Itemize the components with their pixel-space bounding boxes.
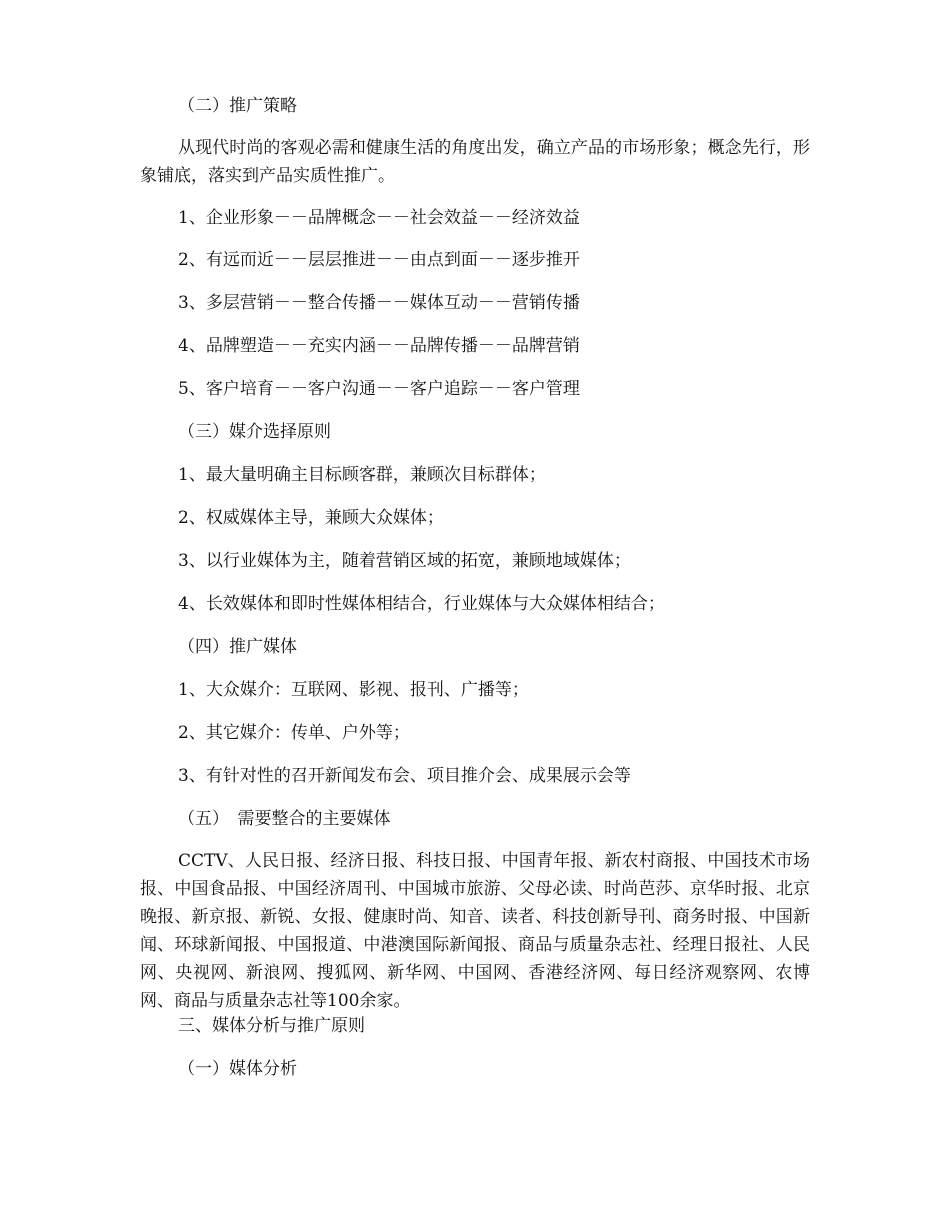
strategy-item: 2、有远而近－－层层推进－－由点到面－－逐步推开: [178, 250, 580, 270]
media-principle-item: 4、长效媒体和即时性媒体相结合，行业媒体与大众媒体相结合；: [178, 594, 665, 614]
section-heading-media-selection: （三）媒介选择原则: [178, 422, 331, 442]
promotion-media-item: 3、有针对性的召开新闻发布会、项目推介会、成果展示会等: [178, 766, 631, 786]
section-heading-promotion-strategy: （二）推广策略: [178, 96, 297, 116]
section-heading-main-media: （五） 需要整合的主要媒体: [178, 809, 391, 829]
strategy-item: 1、企业形象－－品牌概念－－社会效益－－经济效益: [178, 208, 580, 228]
strategy-item: 4、品牌塑造－－充实内涵－－品牌传播－－品牌营销: [178, 336, 580, 356]
media-principle-item: 1、最大量明确主目标顾客群，兼顾次目标群体；: [178, 465, 546, 485]
promotion-media-item: 1、大众媒介：互联网、影视、报刊、广播等；: [178, 680, 529, 700]
main-media-list: CCTV、人民日报、经济日报、科技日报、中国青年报、新农村商报、中国技术市场报、中国食品报、中国经济周刊、中国城市旅游、父母必读、时尚芭莎、京华时报、北京晚报、新京报、新锐、女报、健康时尚、知音、读者、科技创新导刊、商务时报、中国新闻、环球新闻报、中国报道、中港澳国际新闻报、商品与质量杂志社、经理日报社、人民网、央视网、新浪网、搜狐网、新华网、中国网、香港经济网、每日经济观察网、农博网、商品与质量杂志社等100余家。: [140, 851, 810, 1011]
section-heading-promotion-media: （四）推广媒体: [178, 637, 297, 657]
strategy-item: 3、多层营销－－整合传播－－媒体互动－－营销传播: [178, 293, 580, 313]
promotion-strategy-intro: 从现代时尚的客观必需和健康生活的角度出发，确立产品的市场形象；概念先行，形象铺底，落实到产品实质性推广。: [140, 138, 810, 186]
promotion-media-item: 2、其它媒介：传单、户外等；: [178, 723, 410, 743]
media-principle-item: 3、以行业媒体为主，随着营销区域的拓宽，兼顾地域媒体；: [178, 551, 631, 571]
strategy-item: 5、客户培育－－客户沟通－－客户追踪－－客户管理: [178, 379, 580, 399]
subheading-media-analysis: （一）媒体分析: [178, 1059, 297, 1079]
media-principle-item: 2、权威媒体主导，兼顾大众媒体；: [178, 508, 444, 528]
part-heading-media-analysis: 三、媒体分析与推广原则: [178, 1016, 365, 1036]
